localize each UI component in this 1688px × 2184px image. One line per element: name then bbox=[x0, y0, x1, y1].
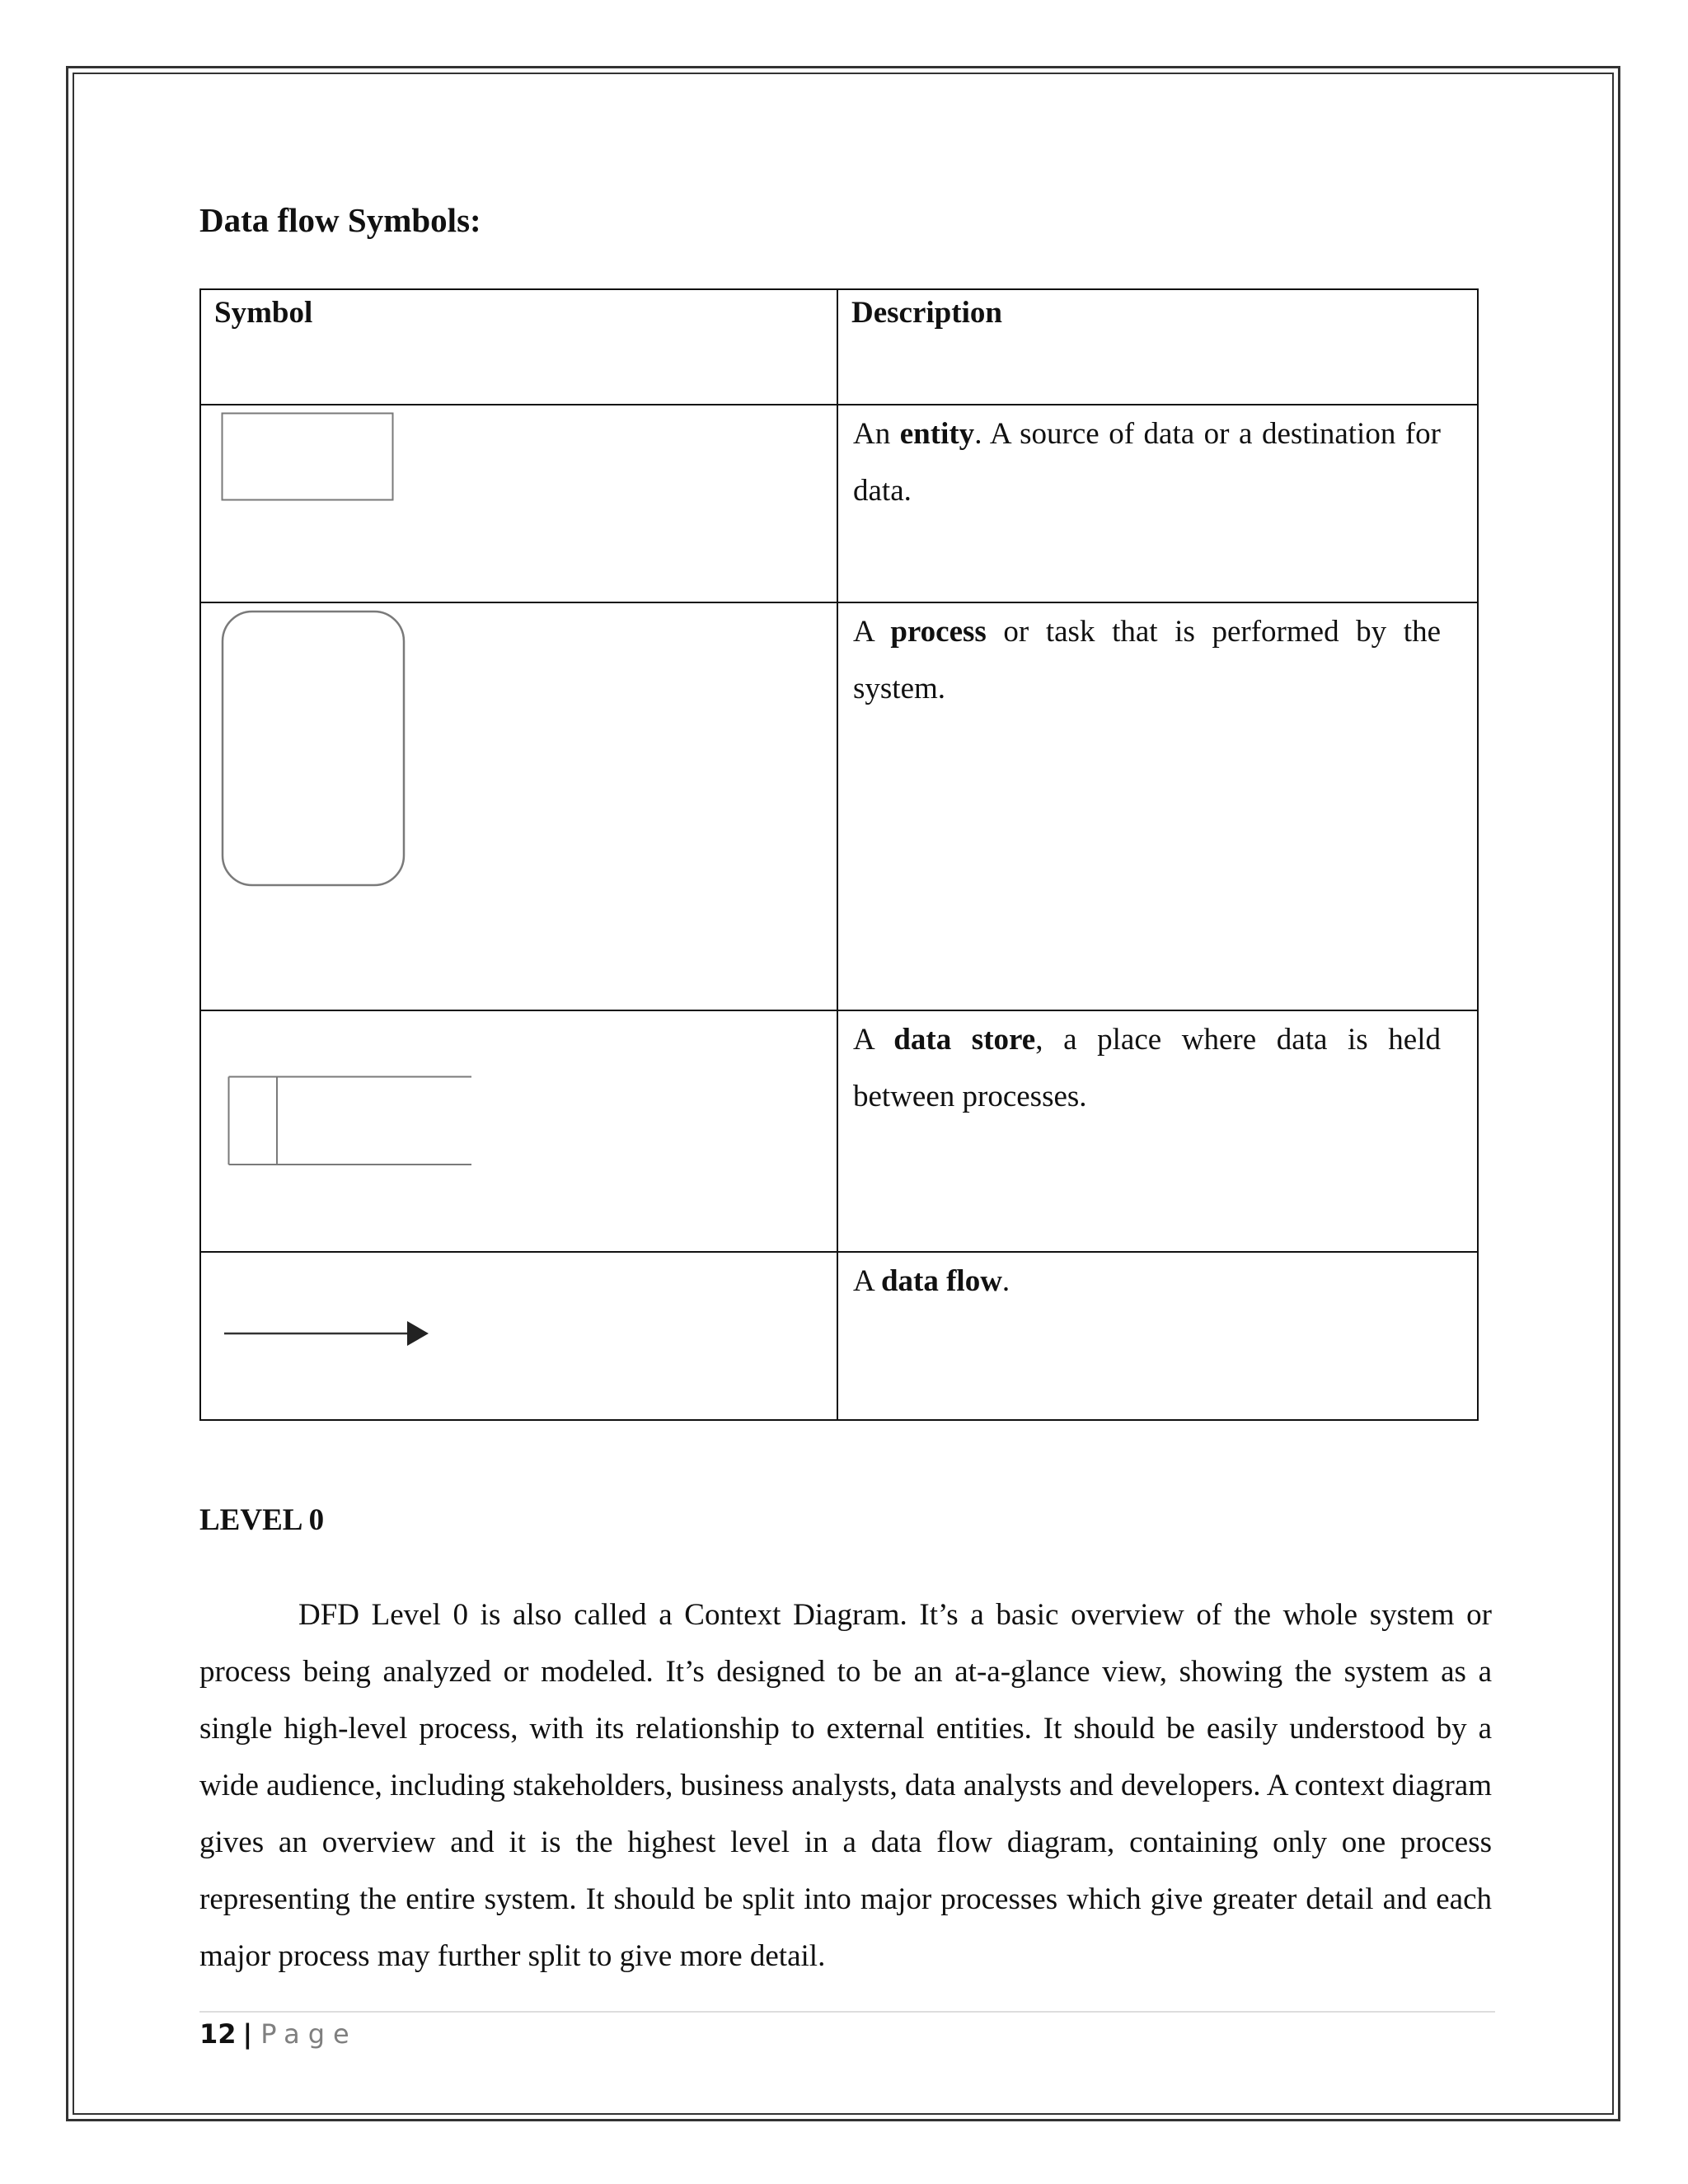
description-pre: An bbox=[853, 417, 900, 451]
section-paragraph: DFD Level 0 is also called a Context Diagram. It’s a basic overview of the whole system or process being analyzed or modeled. It’s designed to be an at-a-glance view, showing the system as a single high-level process, with its relationship to external entities. It should be easily understood by a wide audience, including stakeholders, business analysts, data analysts and developers. A context diagram gives an overview and it is the highest level in a data flow diagram, containing only one process representing the entire system. It should be split into major processes which give greater detail and each major process may further split to give more detail. bbox=[199, 1598, 1492, 1973]
description-cell bbox=[837, 1010, 1478, 1252]
description-pre: A bbox=[853, 1023, 894, 1057]
table-row bbox=[200, 602, 1478, 1010]
page-number: 12 bbox=[199, 2018, 237, 2050]
table-header-row bbox=[200, 289, 1478, 405]
footer-divider bbox=[199, 2011, 1495, 2013]
page-heading: Data flow Symbols: bbox=[199, 201, 481, 239]
header-symbol: Symbol bbox=[200, 289, 837, 405]
header-description: Description bbox=[837, 289, 1478, 405]
description-post: or task that is performed by the system. bbox=[853, 615, 1442, 705]
page-footer bbox=[199, 2016, 358, 2052]
table-row bbox=[200, 1252, 1478, 1420]
description-cell bbox=[837, 1252, 1478, 1420]
symbol-cell bbox=[200, 602, 837, 1010]
description-cell bbox=[837, 602, 1478, 1010]
description-post: . bbox=[1001, 1264, 1010, 1298]
description-term: entity bbox=[899, 417, 975, 451]
symbol-cell bbox=[200, 405, 837, 602]
table-row bbox=[200, 1010, 1478, 1252]
description-cell bbox=[837, 405, 1478, 602]
symbol-cell bbox=[200, 1010, 837, 1252]
page-label: Page bbox=[260, 2018, 358, 2050]
description-term: data store bbox=[893, 1023, 1036, 1057]
description-post: , a place where data is held between processes. bbox=[853, 1023, 1441, 1113]
description-term: data flow bbox=[880, 1264, 1002, 1298]
footer-separator: | bbox=[242, 2018, 253, 2050]
symbols-table bbox=[199, 288, 1479, 1421]
description-pre: A bbox=[853, 1264, 881, 1298]
description-post: . A source of data or a destination for data. bbox=[853, 417, 1441, 508]
data-flow-arrow-icon bbox=[224, 1317, 430, 1350]
process-rounded-rectangle-icon bbox=[221, 610, 409, 890]
section-title: LEVEL 0 bbox=[199, 1503, 325, 1537]
data-store-open-rectangle-icon bbox=[227, 1076, 471, 1168]
table-row bbox=[200, 405, 1478, 602]
symbol-cell bbox=[200, 1252, 837, 1420]
description-term: process bbox=[890, 615, 987, 649]
entity-rectangle-icon bbox=[221, 412, 396, 503]
description-pre: A bbox=[853, 615, 891, 649]
